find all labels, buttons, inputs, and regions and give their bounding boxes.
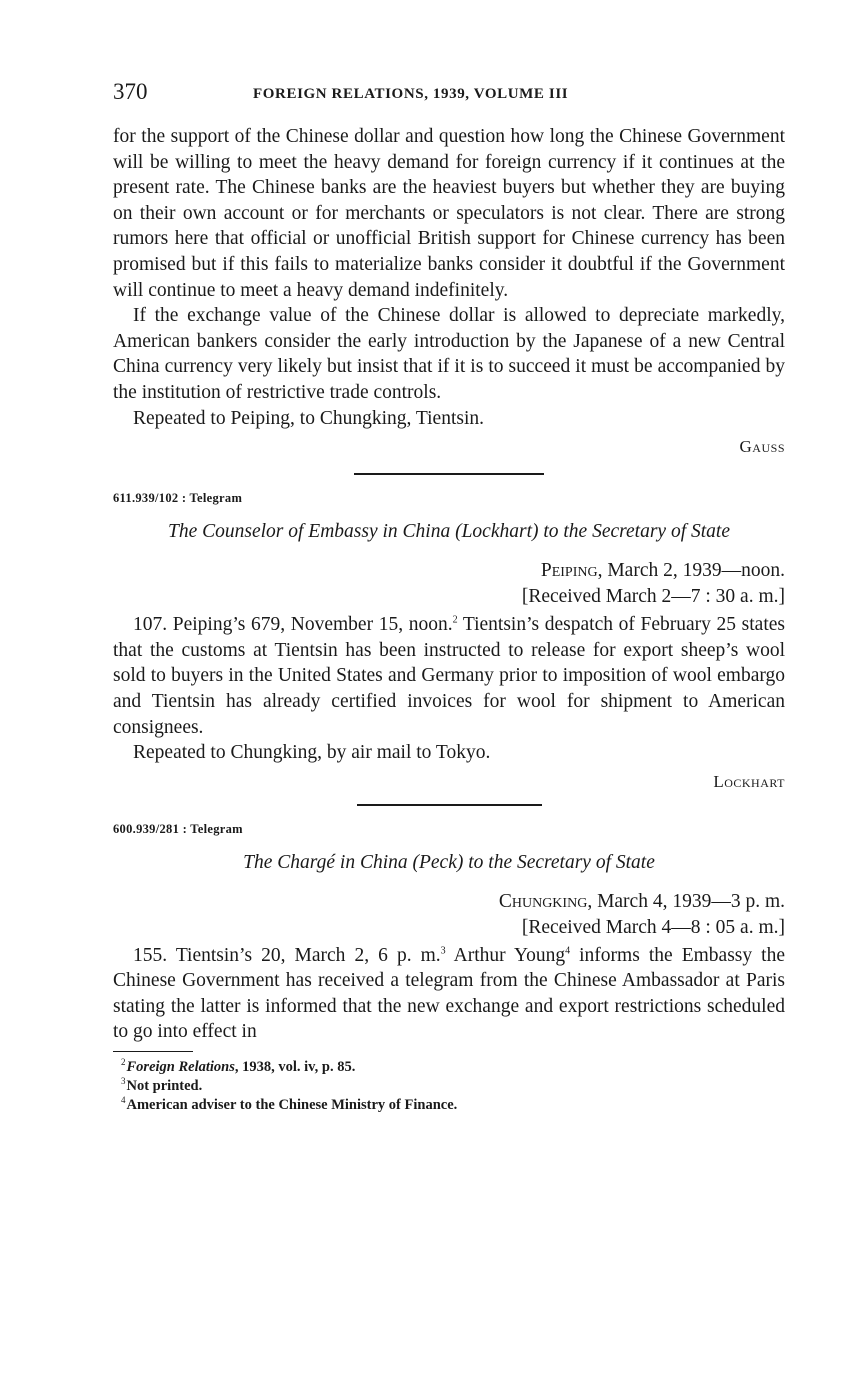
dateline <box>113 558 785 584</box>
telegram-body <box>113 612 785 740</box>
signature-lockhart: Lockhart <box>713 771 785 791</box>
received-line: [Received March 2—7 : 30 a. m.] <box>521 586 785 608</box>
footnote-mark: 3 <box>121 1076 126 1087</box>
footnote-mark: 4 <box>121 1095 126 1106</box>
file-reference: 611.939/102 : Telegram <box>113 491 243 506</box>
continued-paragraph: If the exchange value of the Chinese dollar is allowed to depreciate markedly, American bankers consider the early introduction by the Japanese of a new Central China currency very likely but insist that if it is to succeed it must be accompanied by the institution of restrictive trade controls. <box>113 305 785 403</box>
continued-telegram <box>113 124 785 459</box>
running-head <box>113 78 785 108</box>
footnotes <box>113 1058 785 1115</box>
document-heading: The Chargé in China (Peck) to the Secretary of State <box>243 851 655 873</box>
section-divider <box>357 804 542 806</box>
file-reference: 600.939/281 : Telegram <box>113 821 243 836</box>
footnote-4 <box>113 1096 785 1115</box>
document-page <box>113 78 785 1115</box>
telegram-611-939-102 <box>113 489 785 794</box>
repeated-note: Repeated to Peiping, to Chungking, Tientsin. <box>133 407 485 429</box>
footnote-mark: 2 <box>121 1057 126 1068</box>
dateline-date: , March 4, 1939—3 p. m. <box>587 890 785 912</box>
footnote-3 <box>113 1077 785 1096</box>
received-line: [Received March 4—8 : 05 a. m.] <box>521 916 785 938</box>
repeated-note: Repeated to Chungking, by air mail to Tokyo. <box>133 742 491 764</box>
signature-gauss: Gauss <box>739 437 785 457</box>
body-rest: Tientsin’s despatch of February 25 states that the customs at Tientsin has been instructed to release for export sheep’s wool sold to buyers in the United States and Germany prior to imposition of wool embargo and Tientsin has already certified invoices for wool for shipment to American consignees. <box>113 614 785 738</box>
continued-paragraph: for the support of the Chinese dollar and question how long the Chinese Government will be willing to meet the heavy demand for foreign currency if it continues at the present rate. The Chinese banks are the heaviest buyers but whether they are buying on their own account or for merchants or speculators is not clear. There are strong rumors here that official or unofficial British support for Chinese currency has been promised but if this fails to materialize banks consider it doubtful if the Government will continue to meet a heavy demand indefinitely. <box>113 126 785 301</box>
dateline-place: Chungking <box>498 890 588 912</box>
footnote-title: Foreign Relations <box>126 1059 235 1076</box>
body-rest: informs the Embassy the Chinese Government has received a telegram from the Chinese Ambassador at Paris stating the latter is informed that the new exchange and export restrictions scheduled to go into effect in <box>113 944 786 1043</box>
document-heading: The Counselor of Embassy in China (Lockhart) to the Secretary of State <box>167 521 730 543</box>
footnote-divider <box>113 1051 193 1052</box>
footnote-ref: 2 <box>452 614 458 626</box>
body-mid: Arthur Young <box>445 944 566 966</box>
footnote-ref: 3 <box>440 945 446 957</box>
dateline-date: , March 2, 1939—noon. <box>597 560 785 582</box>
dateline-place: Peiping <box>540 560 598 582</box>
footnote-text: Not printed. <box>126 1078 203 1095</box>
footnote-ref: 4 <box>565 945 571 957</box>
section-divider <box>354 473 544 475</box>
page-number: 370 <box>113 79 148 104</box>
running-head-title: FOREIGN RELATIONS, 1939, VOLUME III <box>253 86 569 102</box>
telegram-body <box>113 943 785 1045</box>
footnote-text: American adviser to the Chinese Ministry of Finance. <box>126 1097 458 1114</box>
body-start: 107. Peiping’s 679, November 15, noon. <box>133 614 453 636</box>
dateline <box>113 889 785 915</box>
footnote-2 <box>113 1058 785 1077</box>
footnote-text: , 1938, vol. iv, p. 85. <box>234 1059 356 1076</box>
body-start: 155. Tientsin’s 20, March 2, 6 p. m. <box>133 944 441 966</box>
telegram-600-939-281 <box>113 820 785 1045</box>
